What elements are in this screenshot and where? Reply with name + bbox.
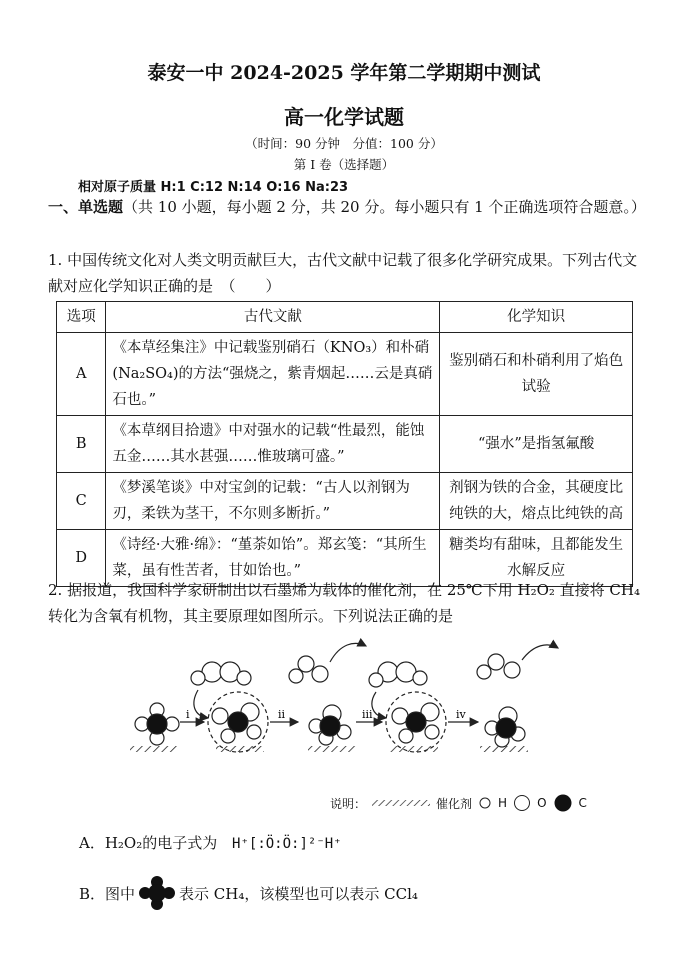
option-a-formula: H⁺[:Ö:Ö:]²⁻H⁺ <box>232 836 342 852</box>
step-label: iii <box>362 708 373 721</box>
row-knowledge: “强水”是指氢氟酸 <box>440 416 633 473</box>
table-header-row <box>57 302 633 333</box>
option-a <box>79 832 342 853</box>
step-label: ii <box>278 708 286 721</box>
table-row <box>57 473 633 530</box>
legend-h: H <box>498 796 508 810</box>
catalyst-surface-3 <box>308 746 356 752</box>
catalyst-surface-4 <box>390 746 438 752</box>
row-knowledge: 剂钢为铁的合金，其硬度比纯铁的大，熔点比纯铁的高 <box>440 473 633 530</box>
catalyst-swatch-icon <box>372 798 430 808</box>
row-option: B <box>57 416 106 473</box>
row-document: 《本草经集注》中记载鉴别硝石（KNO₃）和朴硝(Na₂SO₄)的方法“强烧之，紫青烟起……云是真硝石也。” <box>106 333 440 416</box>
question-2-stem: 2. 据报道，我国科学家研制出以石墨烯为载体的催化剂，在 25℃下用 H₂O₂ 直接将 CH₄ 转化为含氧有机物，其主要原理如图所示。下列说法正确的是 <box>48 581 640 625</box>
catalyst-surface-2 <box>216 746 264 752</box>
legend-catalyst: 催化剂 <box>436 796 473 811</box>
ch4-model-icon <box>137 876 177 910</box>
catalyst-surface-1 <box>130 746 178 752</box>
option-b-suffix: 表示 CH₄，该模型也可以表示 CCl₄ <box>179 884 418 903</box>
row-option: D <box>57 530 106 587</box>
step-label: iv <box>456 708 466 721</box>
legend-label: 说明： <box>330 796 367 811</box>
legend-o: O <box>537 796 547 810</box>
section-instruction: （共 10 小题，每小题 2 分，共 20 分。每小题只有 1 个正确选项符合题意。） <box>123 198 646 216</box>
table-row <box>57 333 633 416</box>
option-b <box>79 876 418 910</box>
question-1-stem: 1. 中国传统文化对人类文明贡献巨大，古代文献中记载了很多化学研究成果。下列古代文献对应化学知识正确的是 （ ） <box>48 251 638 295</box>
row-knowledge: 糖类均有甜味，且都能发生水解反应 <box>440 530 633 587</box>
row-document: 《诗经·大雅·绵》：“堇荼如饴”。郑玄笺：“其所生菜，虽有性苦者，甘如饴也。” <box>106 530 440 587</box>
row-document: 《梦溪笔谈》中对宝剑的记载：“古人以剂钢为刃，柔铁为茎干，不尔则多断折。” <box>106 473 440 530</box>
header-option: 选项 <box>57 302 106 333</box>
volume-label: 第 I 卷（选择题） <box>293 157 395 172</box>
section-heading <box>48 194 648 220</box>
step-label: i <box>186 708 190 721</box>
header-knowledge: 化学知识 <box>440 302 633 333</box>
diagram-legend <box>330 793 587 813</box>
exam-meta: （时间：90 分钟 分值：100 分） <box>245 136 443 151</box>
legend-c: C <box>578 796 587 810</box>
row-document: 《本草纲目拾遗》中对强水的记载“性最烈，能蚀五金……其水甚强……惟玻璃可盛。” <box>106 416 440 473</box>
option-b-prefix: B．图中 <box>79 884 136 903</box>
row-option: C <box>57 473 106 530</box>
atomic-masses: 相对原子质量 H:1 C:12 N:14 O:16 Na:23 <box>78 180 349 195</box>
question-1-table <box>56 301 633 587</box>
row-knowledge: 鉴别硝石和朴硝利用了焰色试验 <box>440 333 633 416</box>
option-a-prefix: A．H₂O₂的电子式为 <box>79 834 218 852</box>
hydrogen-atom-icon <box>478 796 492 810</box>
oxygen-atom-icon <box>513 794 531 812</box>
carbon-atom-icon <box>553 793 573 813</box>
header-document: 古代文献 <box>106 302 440 333</box>
exam-subtitle: 高一化学试题 <box>284 105 404 129</box>
table-row <box>57 416 633 473</box>
row-option: A <box>57 333 106 416</box>
exam-title: 泰安一中 2024-2025 学年第二学期期中测试 <box>147 62 541 84</box>
section-title: 一、单选题 <box>48 198 124 216</box>
